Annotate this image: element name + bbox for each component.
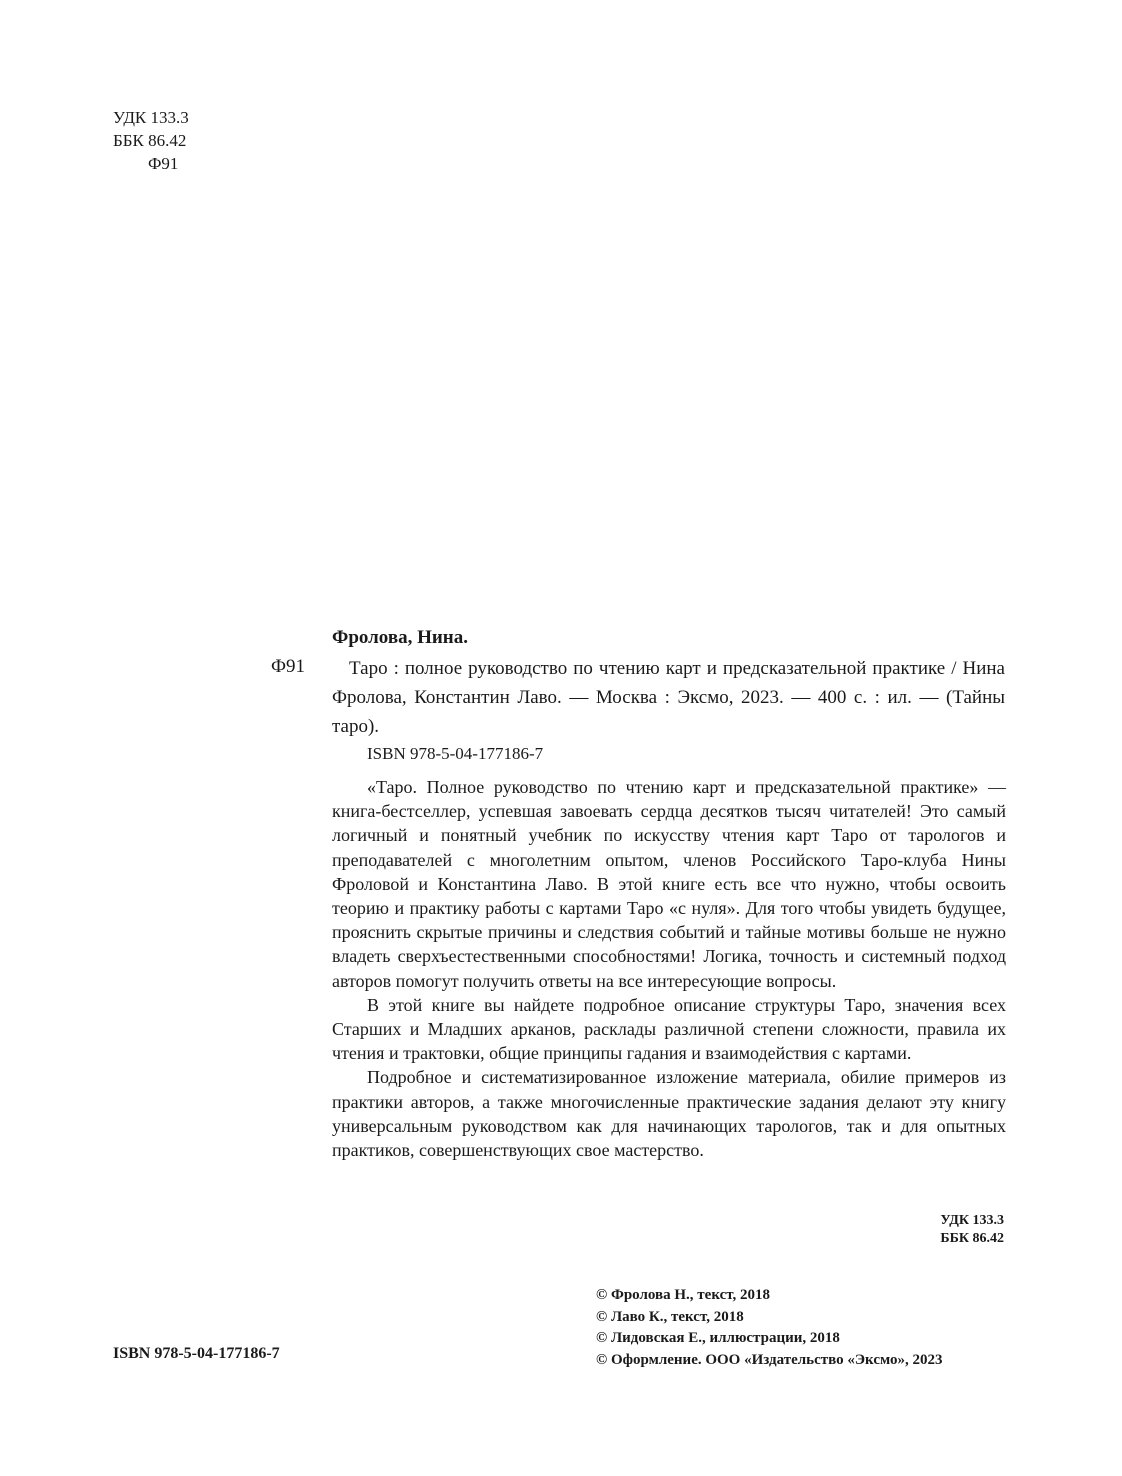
author-mark-left: Ф91 bbox=[271, 656, 306, 677]
annotation-paragraph: В этой книге вы найдете подробное описание структуры Таро, значения всех Старших и Младших арканов, расклады различной степени сложности, правила их чтения и трактовки, общие принципы гадания и взаимодействия с картами. bbox=[332, 994, 1006, 1064]
top-classification-block bbox=[113, 106, 189, 175]
copyright-line: © Оформление. ООО «Издательство «Эксмо», 2023 bbox=[596, 1351, 943, 1368]
copyright-line: © Лидовская Е., иллюстрации, 2018 bbox=[596, 1330, 840, 1346]
isbn-bottom: ISBN 978-5-04-177186-7 bbox=[113, 1345, 280, 1362]
bbk-code: ББК 86.42 bbox=[113, 131, 187, 150]
annotation-paragraph: «Таро. Полное руководство по чтению карт и предсказательной практике» — книга-бестселлер, успевшая завоевать сердца десятков тысяч читателей! Это самый логичный и понятный учебник по искусству чтения карт Таро от тарологов и преподавателей с многолетним опытом, членов Российского Таро-клуба Нины Фроловой и Константина Лаво. В этой книге есть все что нужно, чтобы освоить теорию и практику работы с картами Таро «с нуля». Для того чтобы увидеть будущее, прояснить скрытые причины и следствия событий и тайные мотивы больше не нужно владеть сверхъестественными способностями! Логика, точность и системный подход авторов помогут получить ответы на все интересующие вопросы. bbox=[332, 777, 1006, 991]
copyright-block bbox=[596, 1285, 943, 1371]
bottom-classification-block bbox=[895, 1212, 1004, 1248]
udk-code-bottom: УДК 133.3 bbox=[940, 1213, 1004, 1228]
copyright-line: © Фролова Н., текст, 2018 bbox=[596, 1287, 770, 1303]
bibliographic-description: Таро : полное руководство по чтению карт и предсказательной практике / Нина Фролова, Константин Лаво. — Москва : Эксмо, 2023. — 400 с. : ил. — (Тайны таро). bbox=[332, 658, 1005, 737]
author-mark: Ф91 bbox=[148, 154, 179, 173]
udk-code: УДК 133.3 bbox=[113, 108, 189, 127]
isbn-record: ISBN 978-5-04-177186-7 bbox=[367, 744, 544, 763]
bbk-code-bottom: ББК 86.42 bbox=[940, 1231, 1004, 1246]
author-heading: Фролова, Нина. bbox=[332, 627, 469, 648]
annotation-paragraph: Подробное и систематизированное изложение материала, обилие примеров из практики авторов, а также многочисленные практические задания делают эту книгу универсальным руководством как для начинающих тарологов, так и для опытных практиков, совершенствующих свое мастерство. bbox=[332, 1067, 1006, 1161]
copyright-line: © Лаво К., текст, 2018 bbox=[596, 1308, 744, 1325]
annotation bbox=[332, 775, 1006, 1162]
bibliographic-entry bbox=[332, 654, 1005, 741]
